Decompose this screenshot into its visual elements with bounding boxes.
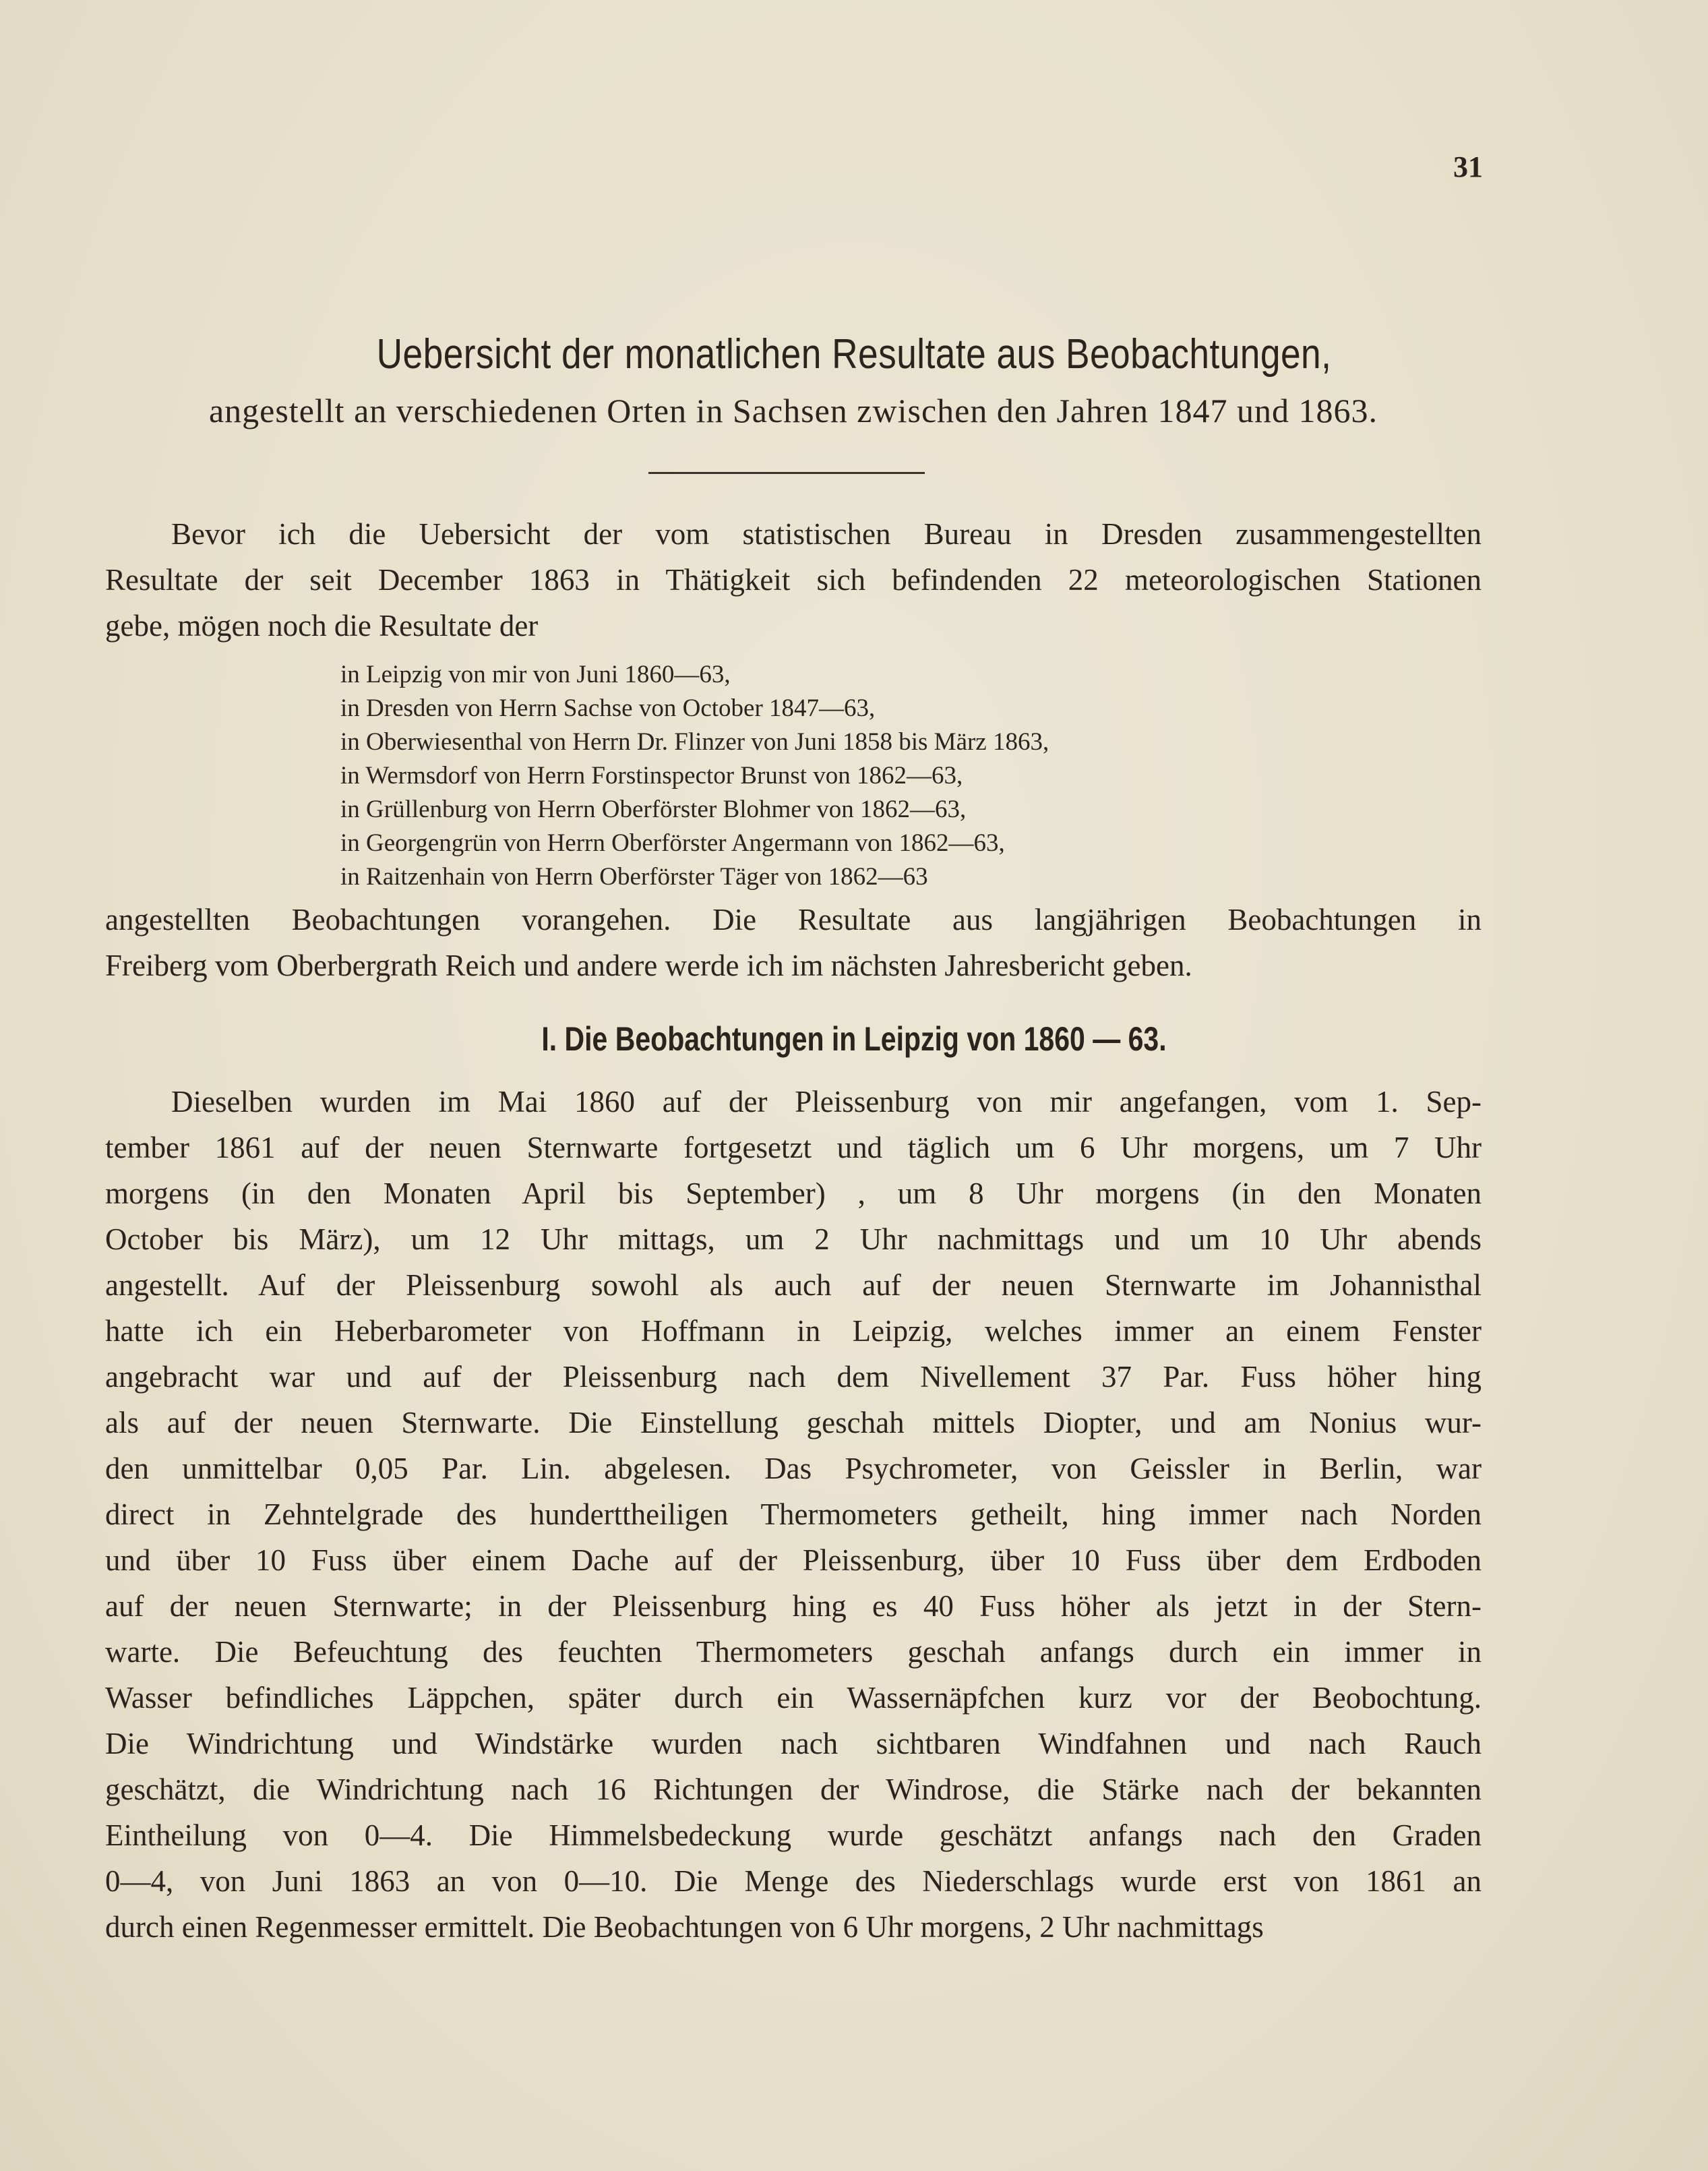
text-line: angebracht war und auf der Pleissenburg nach dem Nivellement 37 Par. Fuss höher hing: [105, 1360, 1482, 1394]
text-line: geschätzt, die Windrichtung nach 16 Richtungen der Windrose, die Stärke nach der bekannten: [105, 1773, 1482, 1806]
list-item: in Dresden von Herrn Sachse von October 1847—63,: [340, 694, 876, 722]
text-line: direct in Zehntelgrade des hunderttheiligen Thermometers getheilt, hing immer nach Norden: [105, 1497, 1482, 1531]
list-item: in Grüllenburg von Herrn Oberförster Blohmer von 1862—63,: [340, 796, 967, 823]
text-line: morgens (in den Monaten April bis September) , um 8 Uhr morgens (in den Monaten: [105, 1177, 1482, 1210]
text-line: Freiberg vom Oberbergrath Reich und andere werde ich im nächsten Jahresbericht geben.: [105, 949, 1192, 982]
body-paragraph: [105, 1079, 1482, 1950]
text-line: angestellten Beobachtungen vorangehen. Die Resultate aus langjährigen Beobachtungen in: [105, 903, 1482, 936]
text-line: Eintheilung von 0—4. Die Himmelsbedeckung wurde geschätzt anfangs nach den Graden: [105, 1818, 1482, 1852]
text-line: Resultate der seit December 1863 in Thätigkeit sich befindenden 22 meteorologischen Stationen: [105, 563, 1482, 597]
document-title: Uebersicht der monatlichen Resultate aus Beobachtungen,: [376, 331, 1332, 378]
text-line: Wasser befindliches Läppchen, später durch ein Wassernäpfchen kurz vor der Beobochtung.: [105, 1681, 1482, 1715]
text-line: angestellt. Auf der Pleissenburg sowohl als auch auf der neuen Sternwarte im Johannisthal: [105, 1268, 1482, 1302]
list-item: in Leipzig von mir von Juni 1860—63,: [340, 661, 731, 688]
text-line: den unmittelbar 0,05 Par. Lin. abgelesen. Das Psychrometer, von Geissler in Berlin, war: [105, 1452, 1482, 1485]
text-line: 0—4, von Juni 1863 an von 0—10. Die Menge des Niederschlags wurde erst von 1861 an: [105, 1864, 1482, 1898]
text-line: warte. Die Befeuchtung des feuchten Thermometers geschah anfangs durch ein immer in: [105, 1635, 1482, 1669]
text-line: Dieselben wurden im Mai 1860 auf der Pleissenburg von mir angefangen, vom 1. Sep-: [171, 1085, 1482, 1119]
text-line: und über 10 Fuss über einem Dache auf der Pleissenburg, über 10 Fuss über dem Erdboden: [105, 1543, 1482, 1577]
station-list: [340, 658, 1351, 894]
list-item: in Oberwiesenthal von Herrn Dr. Flinzer von Juni 1858 bis März 1863,: [340, 728, 1049, 756]
text-line: Bevor ich die Uebersicht der vom statistischen Bureau in Dresden zusammengestellten: [171, 517, 1482, 551]
list-item: in Wermsdorf von Herrn Forstinspector Brunst von 1862—63,: [340, 762, 963, 790]
document-subtitle: angestellt an verschiedenen Orten in Sachsen zwischen den Jahren 1847 und 1863.: [208, 392, 1378, 429]
list-item: in Raitzenhain von Herrn Oberförster Täger von 1862—63: [340, 863, 928, 891]
text-line: Die Windrichtung und Windstärke wurden nach sichtbaren Windfahnen und nach Rauch: [105, 1727, 1482, 1760]
section-heading: I. Die Beobachtungen in Leipzig von 1860 — 63.: [541, 1020, 1167, 1058]
list-item: in Georgengrün von Herrn Oberförster Angermann von 1862—63,: [340, 829, 1005, 857]
continuation-paragraph: [105, 897, 1482, 988]
text-line: gebe, mögen noch die Resultate der: [105, 609, 539, 643]
intro-paragraph: [105, 511, 1482, 649]
text-line: tember 1861 auf der neuen Sternwarte fortgesetzt und täglich um 6 Uhr morgens, um 7 Uhr: [105, 1131, 1482, 1164]
text-line: October bis März), um 12 Uhr mittags, um 2 Uhr nachmittags und um 10 Uhr abends: [105, 1222, 1482, 1256]
text-line: durch einen Regenmesser ermittelt. Die Beobachtungen von 6 Uhr morgens, 2 Uhr nachmittags: [105, 1910, 1264, 1944]
page-number: 31: [1453, 150, 1483, 183]
title-divider: [648, 472, 925, 474]
text-line: als auf der neuen Sternwarte. Die Einstellung geschah mittels Diopter, und am Nonius wur-: [105, 1406, 1482, 1439]
text-line: auf der neuen Sternwarte; in der Pleissenburg hing es 40 Fuss höher als jetzt in der Stern-: [105, 1589, 1482, 1623]
text-line: hatte ich ein Heberbarometer von Hoffmann in Leipzig, welches immer an einem Fenster: [105, 1314, 1482, 1348]
